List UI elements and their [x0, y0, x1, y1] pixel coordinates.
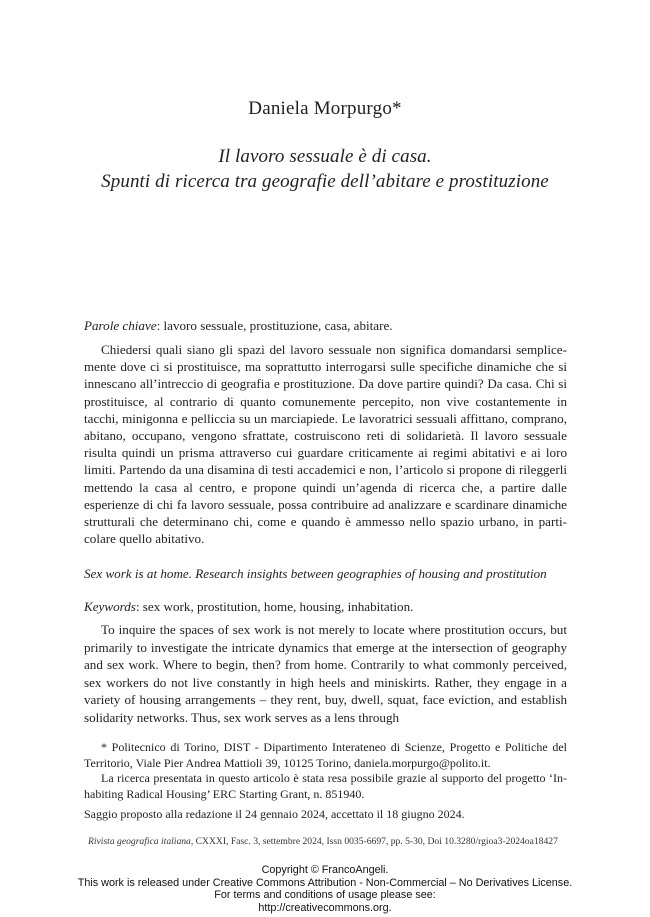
english-title: Sex work is at home. Research insights between geographies of housing and prostitution: [84, 566, 547, 581]
license-url-link[interactable]: http://creativecommons.org.: [258, 901, 392, 914]
article-title-line-1: Il lavoro sessuale è di casa.: [218, 146, 432, 167]
license-line: This work is released under Creative Commons Attribution - Non-Commercial – No Derivatives License.: [77, 876, 573, 889]
italian-keywords-label: Parole chiave: [84, 318, 157, 333]
article-title-line-2: Spunti di ricerca tra geografie dell’abitare e prostituzione: [101, 171, 549, 192]
citation-details: , CXXXI, Fasc. 3, settembre 2024, Issn 0035-6697, pp. 5-30, Doi 10.3280/rgioa3-2024oa18427: [190, 836, 558, 847]
journal-name: Rivista geografica italiana: [88, 836, 191, 847]
submission-dates: Saggio proposto alla redazione il 24 gennaio 2024, accettato il 18 giugno 2024.: [84, 807, 465, 822]
footnote-affiliation: * Politecnico di Torino, DIST - Dipartimento Interateneo di Scienze, Progetto e Politiche del Territorio, Viale Pier Andrea Mattioli 39, 10125 Torino, daniela.morpurgo@polito.it.: [84, 740, 567, 770]
terms-line: For terms and conditions of usage please see:: [214, 889, 436, 902]
copyright-line: Copyright © FrancoAngeli.: [261, 864, 389, 876]
italian-abstract: Chiedersi quali siano gli spazi del lavoro sessuale non significa domandarsi semplicemente dove ci si prostituisce, ma soprattutto interrogarsi sulle specifiche dinamiche che si innescano all’intreccio di geografia e prostituzione. Da dove partire quindi? Da casa. Chi si prostituisce, al contrario di quanto comunemente percepito, non vive costantemente in tacchi, minigonna e pelliccia su un marciapiede. Le lavoratrici sessuali affittano, comprano, abitano, occupano, vengono sfrattate, costruiscono reti di solidarietà. Il lavoro sessuale risulta quindi un prisma attraverso cui guardare criticamente ai regimi abitativi e ai loro limiti. Partendo da una disamina di testi accademici e non, l’articolo si propone di rileggerli mettendo la casa al centro, e propone quindi un’agenda di ricerca che, a partire dalle esperienze di chi fa lavoro sessuale, possa contribuire ad analizzare e scardinare dinamiche strutturali che determinano chi, come e quando è ammesso nello spazio urbano, in particolare quello abitativo.: [84, 342, 567, 547]
english-keywords-list: : sex work, prostitution, home, housing, inhabitation.: [135, 599, 414, 614]
footnote-funding: La ricerca presentata in questo articolo è stata resa possibile grazie al supporto del progetto ‘Inhabiting Radical Housing’ ERC Starting Grant, n. 851940.: [84, 771, 567, 801]
journal-citation: [88, 836, 568, 847]
english-keywords: [84, 598, 567, 615]
english-keywords-label: Keywords: [84, 599, 136, 614]
footnotes: [84, 740, 567, 823]
italian-keywords: [84, 317, 567, 334]
author-name: Daniela Morpurgo*: [248, 98, 402, 119]
license-notice: [0, 864, 650, 914]
english-abstract: To inquire the spaces of sex work is not merely to locate where prostitution occurs, but primarily to investigate the intricate dynamics that emerge at the intersection of geography and sex work. Where to begin, then? from home. Contrarily to what commonly perceived, sex workers do not live constantly in high heels and miniskirts. Rather, they engage in a variety of housing arrangements – they rent, buy, dwell, squat, face eviction, and establish solidarity networks. Thus, sex work serves as a lens through: [84, 622, 567, 725]
italian-keywords-list: : lavoro sessuale, prostituzione, casa, abitare.: [156, 318, 393, 333]
